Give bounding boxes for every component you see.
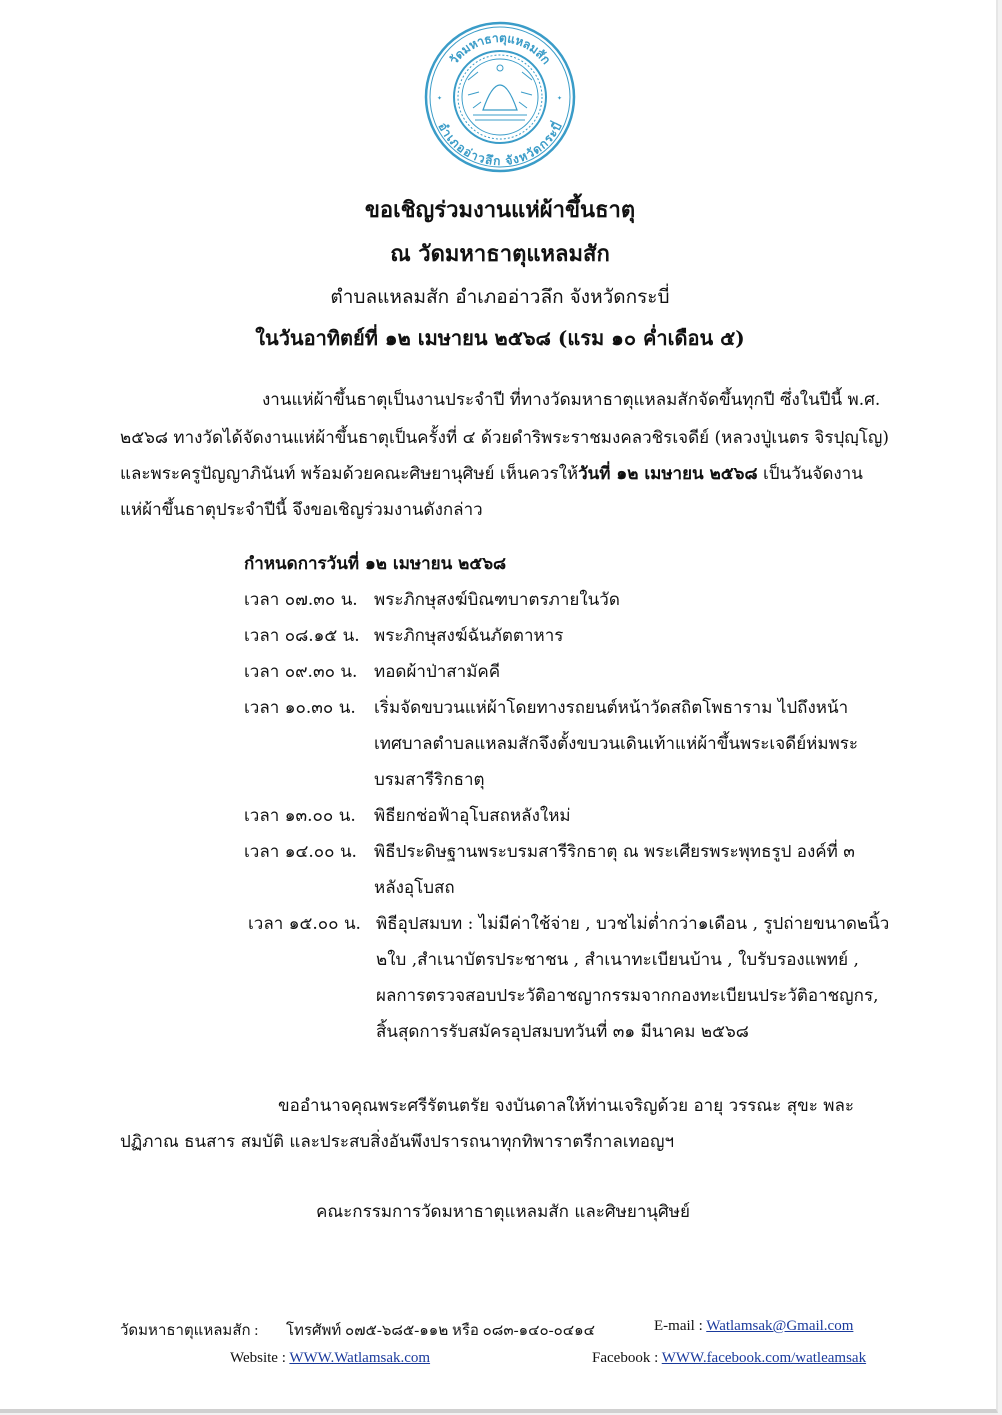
temple-seal-icon bbox=[423, 20, 577, 174]
schedule-time: เวลา ๑๕.๐๐ น. bbox=[248, 914, 361, 934]
blessing-line-1: ขออำนาจคุณพระศรีรัตนตรัย จงบันดาลให้ท่านเจริญด้วย อายุ วรรณะ สุขะ พละ bbox=[278, 1096, 854, 1116]
schedule-desc: พิธีอุปสมบท : ไม่มีค่าใช้จ่าย , บวชไม่ต่ำกว่า๑เดือน , รูปถ่ายขนาด๒นิ้ว bbox=[376, 914, 890, 934]
intro-line-2: ๒๕๖๘ ทางวัดได้จัดงานแห่ผ้าขึ้นธาตุเป็นครั้งที่ ๔ ด้วยดำริพระราชมงคลวชิรเจดีย์ (หลวงปู่เนตร จิรปุญฺโญ) bbox=[120, 428, 890, 448]
schedule-desc: ผลการตรวจสอบประวัติอาชญากรรมจากกองทะเบียนประวัติอาชญกร, bbox=[376, 986, 879, 1006]
schedule-desc: สิ้นสุดการรับสมัครอุปสมบทวันที่ ๓๑ มีนาคม ๒๕๖๘ bbox=[376, 1022, 749, 1042]
schedule-time: เวลา ๐๙.๓๐ น. bbox=[244, 662, 358, 682]
schedule-desc: เริ่มจัดขบวนแห่ผ้าโดยทางรถยนต์หน้าวัดสถิตโพธาราม ไปถึงหน้า bbox=[374, 698, 849, 718]
svg-text:✦: ✦ bbox=[437, 95, 443, 102]
intro-line-3: และพระครูปัญญาภินันท์ พร้อมด้วยคณะศิษยานุศิษย์ เห็นควรให้วันที่ ๑๒ เมษายน ๒๕๖๘ เป็นวันจัดงาน bbox=[120, 464, 863, 484]
signature-line: คณะกรรมการวัดมหาธาตุแหลมสัก และศิษยานุศิษย์ bbox=[316, 1202, 690, 1222]
website-link[interactable]: WWW.Watlamsak.com bbox=[289, 1350, 431, 1366]
footer-website: Website : WWW.Watlamsak.com bbox=[230, 1350, 431, 1366]
intro-line-1: งานแห่ผ้าขึ้นธาตุเป็นงานประจำปี ที่ทางวัดมหาธาตุแหลมสักจัดขึ้นทุกปี ซึ่งในปีนี้ พ.ศ. bbox=[262, 390, 881, 410]
date-line: ในวันอาทิตย์ที่ ๑๒ เมษายน ๒๕๖๘ (แรม ๑๐ ค่ำเดือน ๕) bbox=[255, 326, 745, 350]
blessing-line-2: ปฏิภาณ ธนสาร สมบัติ และประสบสิ่งอันพึงปรารถนาทุกทิพาราตรีกาลเทอญฯ bbox=[120, 1132, 675, 1152]
event-date-bold: วันที่ ๑๒ เมษายน ๒๕๖๘ bbox=[578, 464, 758, 484]
footer-phone: โทรศัพท์ ๐๗๕-๖๘๕-๑๑๒ หรือ ๐๘๓-๑๔๐-๐๔๑๔ bbox=[286, 1323, 596, 1339]
email-link[interactable]: Watlamsak@Gmail.com bbox=[706, 1318, 854, 1334]
schedule-time: เวลา ๐๘.๑๕ น. bbox=[244, 626, 360, 646]
schedule-desc: ๒ใบ ,สำเนาบัตรประชาชน , สำเนาทะเบียนบ้าน , ใบรับรองแพทย์ , bbox=[376, 950, 859, 970]
intro-line-4: แห่ผ้าขึ้นธาตุประจำปีนี้ จึงขอเชิญร่วมงานดังกล่าว bbox=[120, 500, 483, 520]
schedule-desc: พิธียกช่อฟ้าอุโบสถหลังใหม่ bbox=[374, 806, 571, 826]
schedule-time: เวลา ๑๐.๓๐ น. bbox=[244, 698, 356, 718]
location-line: ตำบลแหลมสัก อำเภออ่าวลึก จังหวัดกระบี่ bbox=[330, 286, 670, 308]
schedule-time: เวลา ๑๓.๐๐ น. bbox=[244, 806, 356, 826]
invitation-title: ขอเชิญร่วมงานแห่ผ้าขึ้นธาตุ bbox=[364, 197, 636, 223]
svg-text:✦: ✦ bbox=[557, 95, 563, 102]
svg-text:วัดมหาธาตุแหลมสัก: วัดมหาธาตุแหลมสัก bbox=[446, 30, 554, 67]
schedule-desc: พิธีประดิษฐานพระบรมสารีริกธาตุ ณ พระเศียรพระพุทธรูป องค์ที่ ๓ bbox=[374, 842, 855, 862]
schedule-desc: ทอดผ้าป่าสามัคคี bbox=[374, 662, 501, 682]
schedule-desc: บรมสารีริกธาตุ bbox=[374, 770, 485, 790]
footer-email: E-mail : Watlamsak@Gmail.com bbox=[654, 1318, 854, 1334]
footer-org-label: วัดมหาธาตุแหลมสัก : bbox=[120, 1323, 259, 1339]
schedule-time: เวลา ๑๔.๐๐ น. bbox=[244, 842, 357, 862]
schedule-time: เวลา ๐๗.๓๐ น. bbox=[244, 590, 358, 610]
footer-facebook: Facebook : WWW.facebook.com/watleamsak bbox=[592, 1350, 867, 1366]
svg-text:อำเภออ่าวลึก จังหวัดกระบี่: อำเภออ่าวลึก จังหวัดกระบี่ bbox=[435, 120, 565, 169]
schedule-desc: หลังอุโบสถ bbox=[374, 878, 455, 898]
venue-title: ณ วัดมหาธาตุแหลมสัก bbox=[390, 241, 610, 267]
schedule-desc: พระภิกษุสงฆ์ฉันภัตตาหาร bbox=[374, 626, 564, 646]
schedule-desc: เทศบาลตำบลแหลมสักจึงตั้งขบวนเดินเท้าแห่ผ้าขึ้นพระเจดีย์ห่มพระ bbox=[374, 734, 859, 754]
schedule-desc: พระภิกษุสงฆ์บิณฑบาตรภายในวัด bbox=[374, 590, 620, 610]
schedule-heading: กำหนดการวันที่ ๑๒ เมษายน ๒๕๖๘ bbox=[244, 554, 507, 574]
facebook-link[interactable]: WWW.facebook.com/watleamsak bbox=[661, 1350, 867, 1366]
